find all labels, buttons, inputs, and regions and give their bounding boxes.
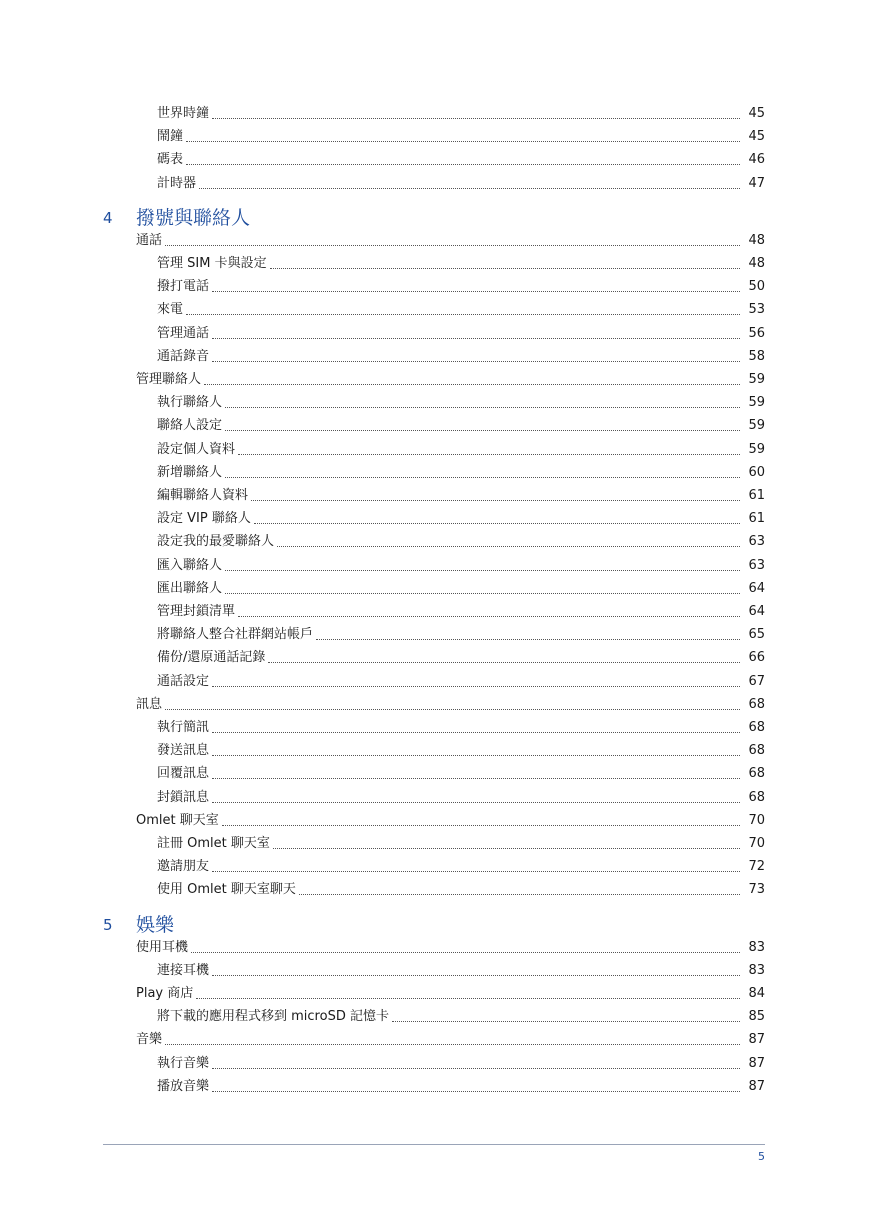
dot-leader bbox=[238, 454, 740, 455]
toc-entry-title: 新增聯絡人 bbox=[157, 464, 223, 480]
dot-leader bbox=[212, 1091, 740, 1092]
dot-leader bbox=[212, 1068, 740, 1069]
toc-entry-title: 使用 Omlet 聊天室聊天 bbox=[157, 882, 296, 898]
toc-entry[interactable] bbox=[0, 1052, 765, 1072]
dot-leader bbox=[212, 732, 740, 733]
toc-entry-title: 使用耳機 bbox=[136, 939, 189, 955]
toc-entry[interactable] bbox=[0, 530, 765, 550]
dot-leader bbox=[225, 593, 740, 594]
toc-page-number: 83 bbox=[748, 939, 765, 955]
toc-chapter[interactable] bbox=[0, 203, 765, 229]
dot-leader bbox=[277, 546, 740, 547]
toc-entry[interactable] bbox=[0, 832, 765, 852]
toc-page-number: 50 bbox=[748, 279, 765, 295]
chapter-number: 5 bbox=[103, 915, 113, 934]
toc-entry[interactable] bbox=[0, 855, 765, 875]
toc-page-number: 63 bbox=[748, 557, 765, 573]
toc-entry-title: 封鎖訊息 bbox=[157, 789, 210, 805]
toc-page-number: 87 bbox=[748, 1078, 765, 1094]
toc-entry[interactable] bbox=[0, 148, 765, 168]
dot-leader bbox=[238, 616, 740, 617]
toc-page-number: 61 bbox=[748, 511, 765, 527]
toc-entry[interactable] bbox=[0, 275, 765, 295]
toc-page-number: 70 bbox=[748, 812, 765, 828]
toc-entry[interactable] bbox=[0, 646, 765, 666]
toc-entry-title: 連接耳機 bbox=[157, 962, 210, 978]
toc-page-number: 45 bbox=[748, 129, 765, 145]
toc-entry[interactable] bbox=[0, 670, 765, 690]
toc-entry[interactable] bbox=[0, 982, 765, 1002]
toc-page-number: 58 bbox=[748, 348, 765, 364]
toc-entry[interactable] bbox=[0, 623, 765, 643]
dot-leader bbox=[191, 952, 740, 953]
toc-chapter[interactable] bbox=[0, 910, 765, 936]
toc-entry-title: 執行音樂 bbox=[157, 1055, 210, 1071]
toc-page-number: 59 bbox=[748, 372, 765, 387]
dot-leader bbox=[196, 998, 740, 999]
toc-page-number: 68 bbox=[748, 789, 765, 805]
toc-page-number: 72 bbox=[748, 859, 765, 875]
page-number: 5 bbox=[758, 1150, 765, 1163]
toc-entry[interactable] bbox=[0, 1005, 765, 1025]
toc-entry[interactable] bbox=[0, 322, 765, 342]
dot-leader bbox=[212, 975, 740, 976]
toc-entry-title: 鬧鐘 bbox=[157, 129, 184, 145]
dot-leader bbox=[212, 778, 740, 779]
toc-entry-title: 設定個人資料 bbox=[157, 441, 236, 457]
toc-page-number: 68 bbox=[748, 766, 765, 782]
toc-entry[interactable] bbox=[0, 298, 765, 318]
toc-entry[interactable] bbox=[0, 172, 765, 192]
toc-entry[interactable] bbox=[0, 809, 765, 829]
toc-entry[interactable] bbox=[0, 600, 765, 620]
toc-entry-title: 匯入聯絡人 bbox=[157, 557, 223, 573]
dot-leader bbox=[212, 686, 740, 687]
dot-leader bbox=[225, 477, 740, 478]
toc-entry-title: 播放音樂 bbox=[157, 1078, 210, 1094]
dot-leader bbox=[212, 291, 740, 292]
dot-leader bbox=[254, 523, 740, 524]
dot-leader bbox=[392, 1021, 740, 1022]
toc-entry[interactable] bbox=[0, 484, 765, 504]
chapter-number: 4 bbox=[103, 208, 113, 227]
toc-page-number: 61 bbox=[748, 488, 765, 503]
dot-leader bbox=[225, 570, 740, 571]
toc-page-number: 56 bbox=[748, 325, 765, 341]
toc-entry-title: 執行簡訊 bbox=[157, 720, 210, 735]
toc-entry-title: 計時器 bbox=[157, 175, 197, 191]
dot-leader bbox=[165, 1044, 740, 1045]
toc-entry[interactable] bbox=[0, 1028, 765, 1048]
toc-page-number: 85 bbox=[748, 1009, 765, 1025]
toc-entry-title: 通話 bbox=[136, 232, 163, 248]
toc-entry-title: 來電 bbox=[157, 302, 184, 318]
toc-entry-title: 訊息 bbox=[136, 696, 163, 712]
toc-entry-title: 邀請朋友 bbox=[157, 859, 210, 875]
toc-entry-title: 管理封鎖清單 bbox=[157, 604, 236, 619]
toc-page-number: 59 bbox=[748, 395, 765, 411]
toc-entry-title: 通話錄音 bbox=[157, 348, 210, 364]
dot-leader bbox=[186, 164, 740, 165]
toc-entry-title: 註冊 Omlet 聊天室 bbox=[157, 836, 270, 851]
dot-leader bbox=[186, 141, 740, 142]
footer-divider bbox=[103, 1144, 765, 1145]
toc-page-number: 67 bbox=[748, 673, 765, 689]
dot-leader bbox=[212, 338, 740, 339]
dot-leader bbox=[199, 188, 740, 189]
toc-entry-title: Play 商店 bbox=[136, 986, 194, 1001]
toc-entry-title: 回覆訊息 bbox=[157, 766, 210, 782]
toc-entry-title: 撥打電話 bbox=[157, 279, 210, 295]
dot-leader bbox=[270, 268, 740, 269]
toc-page-number: 68 bbox=[748, 696, 765, 712]
toc-page-number: 83 bbox=[748, 962, 765, 978]
toc-entry-title: 管理 SIM 卡與設定 bbox=[157, 256, 267, 271]
dot-leader bbox=[165, 245, 740, 246]
toc-page-number: 45 bbox=[748, 106, 765, 121]
toc-entry[interactable] bbox=[0, 786, 765, 806]
dot-leader bbox=[212, 361, 740, 362]
toc-entry[interactable] bbox=[0, 554, 765, 574]
toc-entry[interactable] bbox=[0, 878, 765, 898]
dot-leader bbox=[299, 894, 740, 895]
dot-leader bbox=[165, 709, 740, 710]
toc-entry[interactable] bbox=[0, 762, 765, 782]
toc-entry-title: 匯出聯絡人 bbox=[157, 580, 223, 596]
toc-entry-title: 編輯聯絡人資料 bbox=[157, 488, 249, 503]
chapter-title: 娛樂 bbox=[136, 913, 175, 936]
toc-entry[interactable] bbox=[0, 716, 765, 736]
dot-leader bbox=[222, 825, 740, 826]
toc-entry-title: 碼表 bbox=[157, 152, 184, 168]
toc-entry[interactable] bbox=[0, 125, 765, 145]
toc-entry[interactable] bbox=[0, 507, 765, 527]
toc-page-number: 73 bbox=[748, 882, 765, 898]
toc-entry[interactable] bbox=[0, 936, 765, 956]
dot-leader bbox=[212, 118, 740, 119]
toc-page-number: 84 bbox=[748, 986, 765, 1001]
toc-page-number: 63 bbox=[748, 534, 765, 550]
toc-page-number: 47 bbox=[748, 175, 765, 191]
toc-entry[interactable] bbox=[0, 391, 765, 411]
toc-entry-title: 世界時鐘 bbox=[157, 106, 210, 121]
dot-leader bbox=[212, 802, 740, 803]
toc-entry-title: 備份/還原通話記錄 bbox=[157, 650, 266, 666]
dot-leader bbox=[204, 384, 740, 385]
toc-entry[interactable] bbox=[0, 739, 765, 759]
toc-entry[interactable] bbox=[0, 577, 765, 597]
chapter-title: 撥號與聯絡人 bbox=[136, 206, 251, 229]
toc-page-number: 59 bbox=[748, 418, 765, 434]
dot-leader bbox=[212, 755, 740, 756]
dot-leader bbox=[225, 430, 740, 431]
toc-entry-title: 管理聯絡人 bbox=[136, 372, 202, 387]
toc-entry-title: 音樂 bbox=[136, 1032, 163, 1048]
dot-leader bbox=[316, 639, 740, 640]
toc-entry-title: 將下載的應用程式移到 microSD 記憶卡 bbox=[157, 1009, 389, 1025]
toc-page-number: 64 bbox=[748, 604, 765, 619]
toc-page-number: 87 bbox=[748, 1055, 765, 1071]
toc-entry[interactable] bbox=[0, 414, 765, 434]
toc-page-number: 48 bbox=[748, 256, 765, 271]
toc-entry[interactable] bbox=[0, 229, 765, 249]
toc-page-number: 87 bbox=[748, 1032, 765, 1048]
toc-entry[interactable] bbox=[0, 252, 765, 272]
toc-entry-title: 執行聯絡人 bbox=[157, 395, 223, 411]
toc-entry[interactable] bbox=[0, 461, 765, 481]
toc-entry[interactable] bbox=[0, 1075, 765, 1095]
toc-entry-title: 通話設定 bbox=[157, 673, 210, 689]
dot-leader bbox=[273, 848, 740, 849]
toc-page-number: 60 bbox=[748, 464, 765, 480]
toc-entry-title: 設定我的最愛聯絡人 bbox=[157, 534, 275, 550]
toc-entry-title: 聯絡人設定 bbox=[157, 418, 223, 434]
toc-entry[interactable] bbox=[0, 438, 765, 458]
toc-entry-title: 管理通話 bbox=[157, 325, 210, 341]
dot-leader bbox=[186, 314, 740, 315]
toc-page-number: 64 bbox=[748, 580, 765, 596]
dot-leader bbox=[212, 871, 740, 872]
dot-leader bbox=[251, 500, 740, 501]
toc-entry-title: 將聯絡人整合社群網站帳戶 bbox=[157, 627, 314, 643]
toc-page-number: 68 bbox=[748, 743, 765, 759]
toc-page-number: 59 bbox=[748, 441, 765, 457]
toc-page-number: 65 bbox=[748, 627, 765, 643]
toc-entry-title: 設定 VIP 聯絡人 bbox=[157, 511, 251, 527]
toc-page-number: 48 bbox=[748, 232, 765, 248]
toc-page-number: 53 bbox=[748, 302, 765, 318]
dot-leader bbox=[268, 662, 740, 663]
toc-page-number: 68 bbox=[748, 720, 765, 735]
toc-page-number: 66 bbox=[748, 650, 765, 666]
toc-page-number: 46 bbox=[748, 152, 765, 168]
toc-entry-title: 發送訊息 bbox=[157, 743, 210, 759]
toc-page-number: 70 bbox=[748, 836, 765, 851]
toc-entry[interactable] bbox=[0, 368, 765, 388]
toc-entry[interactable] bbox=[0, 693, 765, 713]
toc-entry-title: Omlet 聊天室 bbox=[136, 812, 219, 828]
toc-entry[interactable] bbox=[0, 345, 765, 365]
toc-entry[interactable] bbox=[0, 102, 765, 122]
dot-leader bbox=[225, 407, 740, 408]
toc-entry[interactable] bbox=[0, 959, 765, 979]
